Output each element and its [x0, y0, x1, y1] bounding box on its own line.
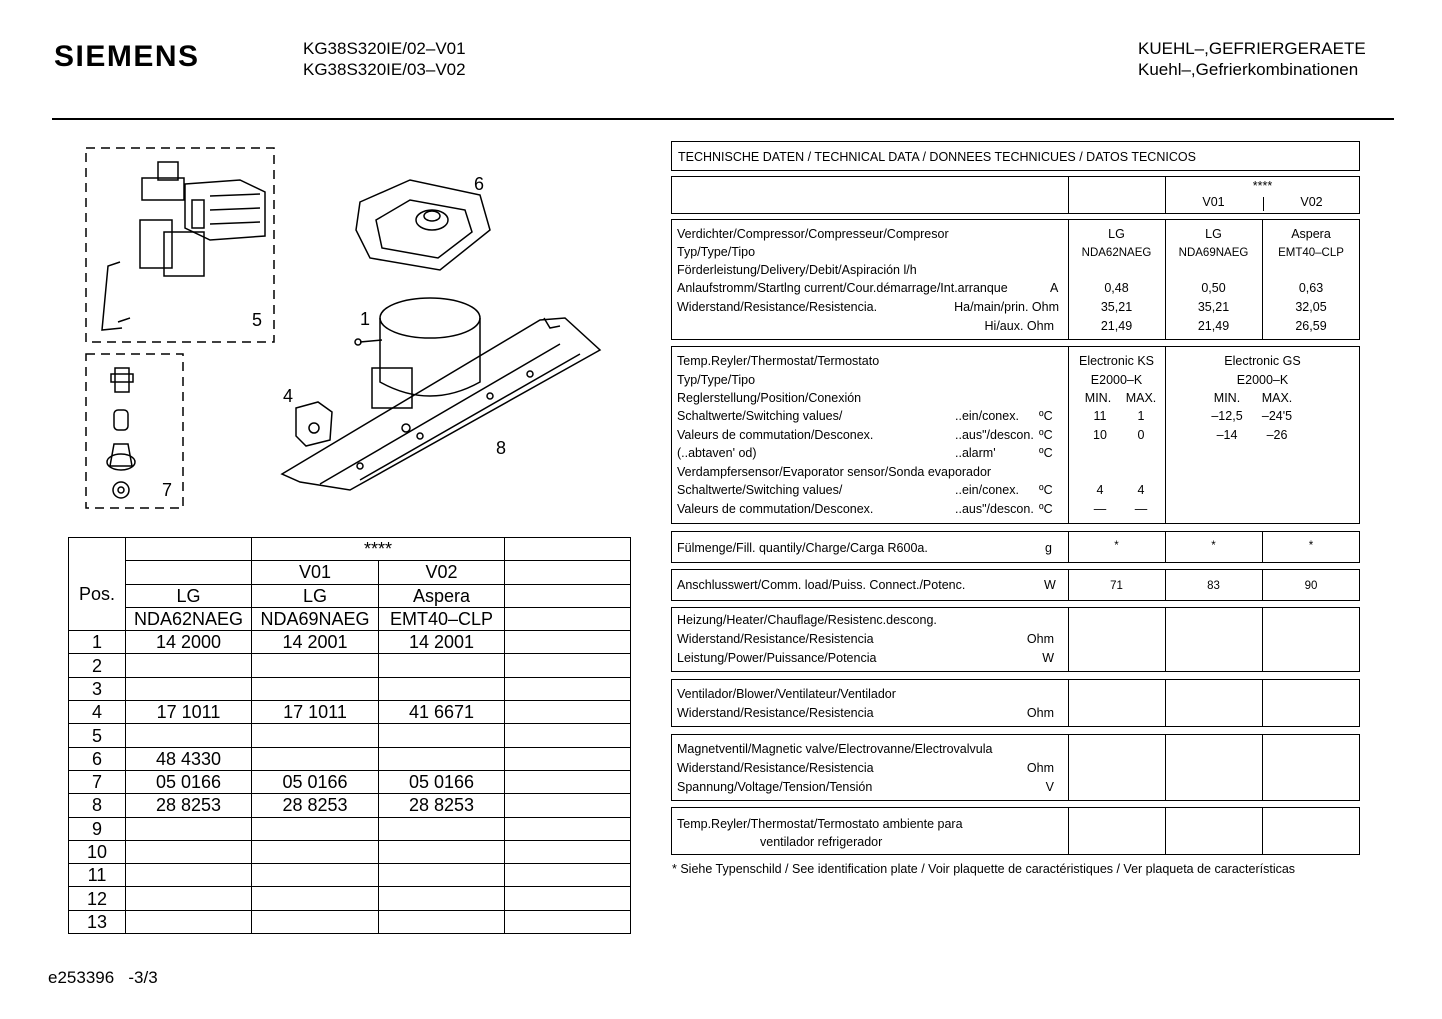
compressor-value: NDA69NAEG — [1178, 247, 1249, 259]
pos-cell: 6 — [69, 747, 126, 770]
fill-value: * — [1211, 540, 1216, 552]
part-number-cell — [505, 770, 631, 793]
model-cell: NDA69NAEG — [252, 607, 379, 630]
thermostat-label: Typ/Type/Tipo — [677, 373, 756, 387]
parts-row — [69, 794, 631, 817]
heater-power-label: Leistung/Power/Puissance/Potencia — [677, 651, 877, 665]
compressor-cover-icon — [356, 180, 490, 270]
ambient-label-2: ventilador refrigerador — [760, 835, 883, 849]
compressor-value: 0,50 — [1201, 281, 1226, 295]
parts-header-empty — [505, 538, 631, 561]
load-label: Anschlusswert/Comm. load/Puiss. Connect./Potenc. — [677, 578, 966, 592]
part-number-cell — [505, 701, 631, 724]
thermostat-label: Valeurs de commutation/Desconex. — [677, 502, 874, 516]
pos-cell: 7 — [69, 770, 126, 793]
gs-type: E2000–K — [1236, 373, 1289, 387]
compressor-value: 21,49 — [1197, 319, 1230, 333]
variant-cell — [126, 561, 252, 584]
gs-min: MIN. — [1213, 391, 1241, 405]
part-number-cell — [126, 677, 252, 700]
load-unit: W — [1044, 578, 1056, 592]
ks-value: 10 — [1093, 428, 1107, 442]
load-value: 71 — [1110, 580, 1123, 592]
valve-section — [671, 734, 1360, 801]
parts-row — [69, 701, 631, 724]
ks-value: 4 — [1137, 483, 1145, 497]
thermostat-label: Temp.Reyler/Thermostat/Termostato — [677, 354, 880, 368]
model-numbers — [303, 38, 466, 80]
part-number-cell — [252, 747, 379, 770]
fill-value: * — [1308, 540, 1314, 552]
footnote: * Siehe Typenschild / See identification plate / Voir plaquette de caractéristiques / Ver plaqueta de características — [672, 862, 1296, 876]
pos-cell: 8 — [69, 794, 126, 817]
type-label: Typ/Type/Tipo — [677, 245, 756, 259]
compressor-icon — [355, 298, 480, 432]
blower-section — [671, 679, 1360, 727]
compressor-label: Verdichter/Compressor/Compresseur/Compresor — [677, 227, 949, 241]
part-number-cell — [379, 724, 505, 747]
fill-value: * — [1114, 540, 1119, 552]
part-number-cell: 05 0166 — [126, 770, 252, 793]
thermostat-label: Valeurs de commutation/Desconex. — [677, 428, 874, 442]
part-number-cell: 14 2000 — [126, 631, 252, 654]
ks-type: E2000–K — [1090, 373, 1143, 387]
part-number-cell — [505, 747, 631, 770]
part-number-cell — [126, 910, 252, 933]
thermostat-switch-label: ..aus"/descon. — [955, 428, 1034, 442]
group-box-5 — [86, 148, 274, 342]
part-number-cell — [252, 840, 379, 863]
compressor-value: 32,05 — [1295, 300, 1327, 314]
part-number-cell — [379, 910, 505, 933]
heater-unit-w: W — [1042, 651, 1054, 665]
valve-voltage-label: Spannung/Voltage/Tension/Tensión — [677, 780, 873, 794]
ks-max: MAX. — [1125, 391, 1157, 405]
tech-title-box — [671, 141, 1360, 171]
heater-section — [671, 607, 1360, 672]
starter-relay-icon — [296, 402, 332, 446]
fill-section — [671, 531, 1360, 563]
label-part-5: 5 — [252, 310, 263, 330]
valve-unit-v: V — [1045, 780, 1054, 794]
pos-cell: 2 — [69, 654, 126, 677]
valve-resistance-label: Widerstand/Resistance/Resistencia — [677, 761, 874, 775]
pos-cell: 10 — [69, 840, 126, 863]
part-number-cell: 28 8253 — [379, 794, 505, 817]
ks-name: Electronic KS — [1078, 354, 1155, 368]
thermostat-switch-label: ..aus"/descon. — [955, 502, 1034, 516]
part-number-cell — [126, 817, 252, 840]
compressor-value: NDA62NAEG — [1081, 247, 1152, 259]
part-number-cell — [252, 817, 379, 840]
fill-label: Fülmenge/Fill. quantily/Charge/Carga R600a. — [677, 541, 928, 555]
ks-value: 1 — [1137, 409, 1145, 423]
thermostat-unit: ºC — [1039, 428, 1053, 442]
starting-current-label: Anlaufstromm/Startlng current/Cour.démarrage/Int.arranque — [677, 281, 1008, 295]
parts-row — [69, 840, 631, 863]
compressor-value: LG — [1108, 227, 1125, 241]
pos-header: Pos. — [69, 538, 126, 631]
compressor-value: 35,21 — [1100, 300, 1133, 314]
gs-value: –14 — [1216, 428, 1238, 442]
part-number-cell: 05 0166 — [379, 770, 505, 793]
header-divider — [52, 118, 1394, 120]
parts-row — [69, 724, 631, 747]
brand-cell: LG — [126, 584, 252, 607]
part-number-cell — [252, 724, 379, 747]
ks-value: — — [1134, 502, 1148, 516]
part-number-cell — [505, 887, 631, 910]
tech-v02: V02 — [1300, 195, 1323, 209]
thermostat-label: Reglerstellung/Position/Conexión — [677, 391, 862, 405]
part-number-cell — [505, 840, 631, 863]
parts-row — [69, 631, 631, 654]
thermostat-label: Verdampfersensor/Evaporator sensor/Sonda evaporador — [677, 465, 992, 479]
mounting-kit-icon — [107, 368, 135, 498]
tech-title: TECHNISCHE DATEN / TECHNICAL DATA / DONNEES TECHNICUES / DATOS TECNICOS — [678, 150, 1196, 164]
ambient-thermostat-section — [671, 807, 1360, 855]
thermostat-unit: ºC — [1039, 483, 1053, 497]
part-number-cell — [505, 724, 631, 747]
parts-row — [69, 677, 631, 700]
part-number-cell — [379, 887, 505, 910]
label-part-6: 6 — [474, 174, 485, 194]
part-number-cell — [126, 840, 252, 863]
label-part-7: 7 — [162, 480, 173, 500]
pos-cell: 11 — [69, 864, 126, 887]
label-part-1: 1 — [360, 309, 371, 329]
brand-cell: LG — [252, 584, 379, 607]
blower-label: Ventilador/Blower/Ventilateur/Ventilador — [677, 687, 896, 701]
heater-unit-ohm: Ohm — [1026, 632, 1054, 646]
parts-row — [69, 864, 631, 887]
ambient-label: Temp.Reyler/Thermostat/Termostato ambiente para — [677, 817, 963, 831]
tech-header-box — [671, 176, 1360, 214]
model-cell: EMT40–CLP — [379, 607, 505, 630]
thermostat-switch-label: ..alarm' — [955, 446, 996, 460]
gs-value: –24'5 — [1261, 409, 1293, 423]
category-line-1: KUEHL–,GEFRIERGERAETE — [1138, 39, 1366, 58]
label-part-8: 8 — [496, 438, 507, 458]
thermostat-unit: ºC — [1039, 446, 1053, 460]
part-number-cell: 41 6671 — [379, 701, 505, 724]
parts-header-empty — [126, 538, 252, 561]
tech-v01: V01 — [1202, 195, 1225, 209]
variant-cell — [505, 561, 631, 584]
part-number-cell — [126, 864, 252, 887]
part-number-cell — [379, 677, 505, 700]
gs-value: –26 — [1266, 428, 1288, 442]
part-number-cell — [505, 910, 631, 933]
compressor-section — [671, 219, 1360, 340]
model-line-2: KG38S320IE/03–V02 — [303, 60, 466, 79]
thermostat-label: Schaltwerte/Switching values/ — [677, 409, 843, 423]
part-number-cell — [252, 864, 379, 887]
part-number-cell: 17 1011 — [126, 701, 252, 724]
compressor-value: EMT40–CLP — [1278, 247, 1344, 259]
unit-a: A — [1050, 281, 1059, 295]
thermostat-section — [671, 346, 1360, 524]
siemens-logo: SIEMENS — [54, 40, 200, 73]
ks-value: 4 — [1096, 483, 1104, 497]
label-part-4: 4 — [283, 386, 294, 406]
heater-resistance-label: Widerstand/Resistance/Resistencia — [677, 632, 874, 646]
pos-cell: 9 — [69, 817, 126, 840]
compressor-value: 0,63 — [1298, 281, 1324, 295]
parts-row — [69, 887, 631, 910]
pos-cell: 5 — [69, 724, 126, 747]
ks-min: MIN. — [1084, 391, 1112, 405]
thermostat-label: (..abtaven' od) — [677, 446, 757, 460]
part-number-cell — [126, 887, 252, 910]
part-number-cell — [505, 631, 631, 654]
parts-table — [68, 537, 631, 934]
part-number-cell — [505, 794, 631, 817]
pos-cell: 1 — [69, 631, 126, 654]
compressor-value: Aspera — [1291, 227, 1331, 241]
blower-resistance-label: Widerstand/Resistance/Resistencia — [677, 706, 874, 720]
compressor-value: 21,49 — [1100, 319, 1133, 333]
resistance-label: Widerstand/Resistance/Resistencia. — [677, 300, 878, 314]
thermostat-switch-label: ..ein/conex. — [955, 483, 1019, 497]
doc-id: e253396 — [48, 968, 115, 987]
tech-stars: **** — [1252, 179, 1273, 193]
gs-value: –12,5 — [1211, 409, 1243, 423]
pos-cell: 13 — [69, 910, 126, 933]
part-number-cell: 05 0166 — [252, 770, 379, 793]
fill-unit: g — [1045, 541, 1052, 555]
model-cell — [505, 607, 631, 630]
part-number-cell — [505, 817, 631, 840]
parts-row — [69, 747, 631, 770]
valve-label: Magnetventil/Magnetic valve/Electrovanne/Electrovalvula — [677, 742, 993, 756]
ks-value: — — [1093, 502, 1107, 516]
part-number-cell: 14 2001 — [252, 631, 379, 654]
parts-row — [69, 654, 631, 677]
part-number-cell — [252, 654, 379, 677]
parts-diagram — [60, 140, 630, 520]
gs-name: Electronic GS — [1224, 354, 1301, 368]
ks-value: 0 — [1137, 428, 1145, 442]
thermostat-label: Schaltwerte/Switching values/ — [677, 483, 843, 497]
part-number-cell: 48 4330 — [126, 747, 252, 770]
brand-cell — [505, 584, 631, 607]
part-number-cell — [505, 864, 631, 887]
variant-cell: V02 — [379, 561, 505, 584]
compressor-value: 0,48 — [1104, 281, 1129, 295]
model-cell: NDA62NAEG — [126, 607, 252, 630]
parts-row — [69, 817, 631, 840]
parts-row — [69, 770, 631, 793]
gs-max: MAX. — [1261, 391, 1293, 405]
part-number-cell: 14 2001 — [379, 631, 505, 654]
pos-cell: 12 — [69, 887, 126, 910]
part-number-cell — [379, 817, 505, 840]
valve-unit-ohm: Ohm — [1026, 761, 1054, 775]
brand-cell: Aspera — [379, 584, 505, 607]
part-number-cell: 28 8253 — [252, 794, 379, 817]
ks-value: 11 — [1093, 409, 1107, 423]
part-number-cell — [379, 864, 505, 887]
model-line-1: KG38S320IE/02–V01 — [303, 39, 466, 58]
load-section — [671, 569, 1360, 601]
category-line-2: Kuehl–,Gefrierkombinationen — [1138, 60, 1359, 79]
part-number-cell — [252, 910, 379, 933]
res-aux-label: Hi/aux. Ohm — [984, 319, 1054, 333]
pos-cell: 4 — [69, 701, 126, 724]
parts-stars: **** — [252, 538, 505, 561]
res-main-label: Ha/main/prin. Ohm — [954, 300, 1059, 314]
pos-cell: 3 — [69, 677, 126, 700]
heater-label: Heizung/Heater/Chauflage/Resistenc.descong. — [677, 613, 937, 627]
part-number-cell: 17 1011 — [252, 701, 379, 724]
thermostat-unit: ºC — [1039, 409, 1053, 423]
delivery-label: Förderleistung/Delivery/Debit/Aspiración l/h — [677, 263, 917, 277]
part-number-cell — [505, 654, 631, 677]
part-number-cell: 28 8253 — [126, 794, 252, 817]
part-number-cell — [379, 747, 505, 770]
thermostat-unit-icon — [102, 162, 265, 330]
thermostat-switch-label: ..ein/conex. — [955, 409, 1019, 423]
part-number-cell — [379, 654, 505, 677]
category-title — [1138, 38, 1366, 80]
part-number-cell — [252, 677, 379, 700]
mounting-rail-icon — [282, 318, 600, 490]
part-number-cell — [252, 887, 379, 910]
load-value: 83 — [1207, 580, 1220, 592]
blower-unit: Ohm — [1026, 706, 1054, 720]
compressor-value: LG — [1205, 227, 1222, 241]
compressor-value: 35,21 — [1197, 300, 1230, 314]
parts-row — [69, 910, 631, 933]
variant-cell: V01 — [252, 561, 379, 584]
compressor-value: 26,59 — [1295, 319, 1327, 333]
thermostat-unit: ºC — [1039, 502, 1053, 516]
footer — [48, 968, 158, 988]
part-number-cell — [379, 840, 505, 863]
part-number-cell — [126, 724, 252, 747]
part-number-cell — [126, 654, 252, 677]
part-number-cell — [505, 677, 631, 700]
page-number: -3/3 — [128, 968, 158, 987]
load-value: 90 — [1304, 580, 1318, 592]
